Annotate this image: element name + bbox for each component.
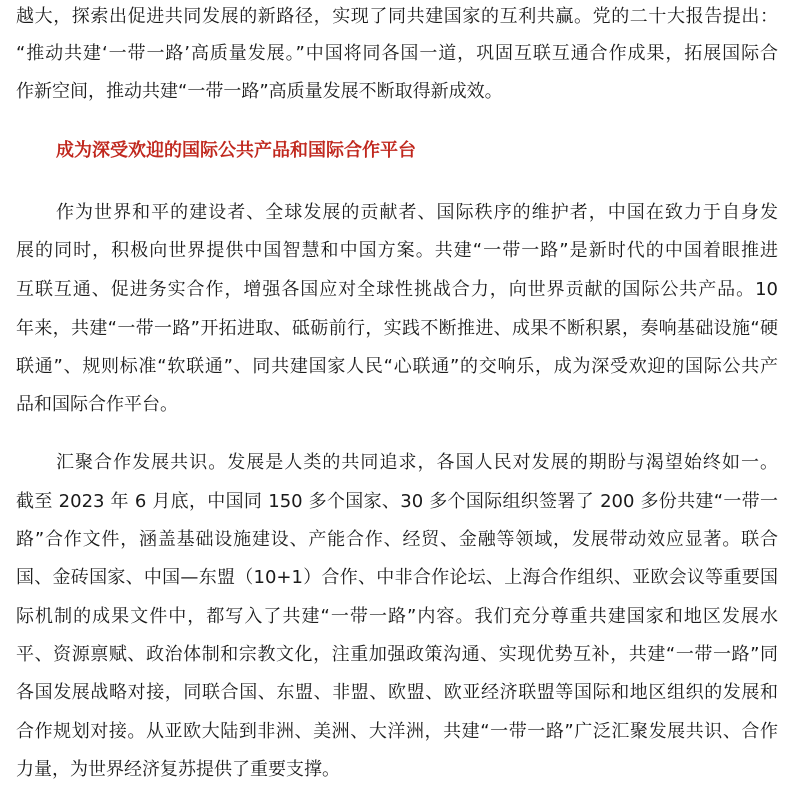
text-line: 各国发展战略对接，同联合国、东盟、非盟、欧盟、欧亚经济联盟等国际和地区组织的发展和	[16, 682, 778, 703]
text-line: 品和国际合作平台。	[16, 394, 178, 415]
text-line: 年来，共建“一带一路”开拓进取、砥砺前行，实践不断推进、成果不断积累，奏响基础设施“硬	[16, 318, 778, 339]
text-line: 截至 2023 年 6 月底，中国同 150 多个国家、30 多个国际组织签署了 200 多份共建“一带一	[16, 491, 778, 512]
text-line: 作新空间，推动共建“一带一路”高质量发展不断取得新成效。	[16, 81, 503, 102]
text-line: “推动共建‘一带一路’高质量发展。”中国将同各国一道，巩固互联互通合作成果，拓展国际合	[16, 43, 778, 64]
text-line: 国、金砖国家、中国—东盟（10+1）合作、中非合作论坛、上海合作组织、亚欧会议等重要国	[16, 567, 778, 588]
text-line: 际机制的成果文件中，都写入了共建“一带一路”内容。我们充分尊重共建国家和地区发展水	[16, 606, 778, 627]
text-line: 越大，探索出促进共同发展的新路径，实现了同共建国家的互利共赢。党的二十大报告提出：	[16, 6, 778, 27]
text-line: 展的同时，积极向世界提供中国智慧和中国方案。共建“一带一路”是新时代的中国着眼推进	[16, 240, 778, 261]
text-line: 力量，为世界经济复苏提供了重要支撑。	[16, 759, 340, 780]
section-heading: 成为深受欢迎的国际公共产品和国际合作平台	[56, 140, 416, 161]
text-line: 互联互通、促进务实合作，增强各国应对全球性挑战合力，向世界贡献的国际公共产品。10	[16, 279, 778, 300]
text-line: 平、资源禀赋、政治体制和宗教文化，注重加强政策沟通、实现优势互补，共建“一带一路”同	[16, 644, 778, 665]
text-line: 作为世界和平的建设者、全球发展的贡献者、国际秩序的维护者，中国在致力于自身发	[56, 202, 778, 223]
text-line: 汇聚合作发展共识。发展是人类的共同追求，各国人民对发展的期盼与渴望始终如一。	[56, 452, 778, 473]
text-line: 合作规划对接。从亚欧大陆到非洲、美洲、大洋洲，共建“一带一路”广泛汇聚发展共识、合作	[16, 721, 778, 742]
text-line: 联通”、规则标准“软联通”、同共建国家人民“心联通”的交响乐，成为深受欢迎的国际公共产	[16, 356, 778, 377]
text-line: 路”合作文件，涵盖基础设施建设、产能合作、经贸、金融等领域，发展带动效应显著。联合	[16, 529, 778, 550]
